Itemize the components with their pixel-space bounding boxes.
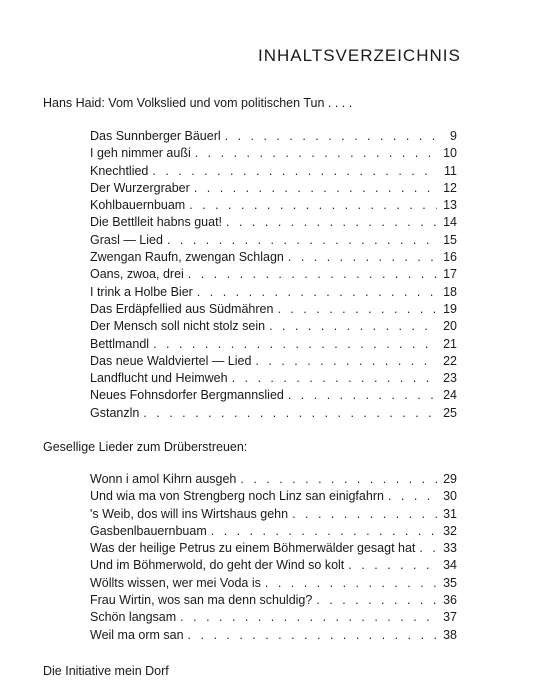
entry-title: I geh nimmer außi xyxy=(90,146,191,161)
toc-entry xyxy=(90,575,457,592)
dot-leader xyxy=(288,387,437,404)
entry-page-number: 35 xyxy=(443,575,457,590)
toc-entry xyxy=(90,145,457,162)
toc-entry xyxy=(90,214,457,231)
toc-entry xyxy=(90,180,457,197)
entry-page-number: 16 xyxy=(443,250,457,265)
entry-title: Die Bettlleit habns guat! xyxy=(90,215,223,230)
dot-leader xyxy=(195,145,437,162)
dot-leader xyxy=(240,471,437,488)
entry-page-number: 33 xyxy=(443,541,457,556)
entry-page-number: 17 xyxy=(443,267,457,282)
dot-leader xyxy=(197,284,437,301)
dot-leader xyxy=(225,128,437,145)
dot-leader xyxy=(188,266,437,283)
dot-leader xyxy=(348,557,437,574)
dot-leader xyxy=(265,575,437,592)
entry-title: Weil ma orm san xyxy=(90,627,184,642)
toc-entry xyxy=(90,488,457,505)
dot-leader xyxy=(180,609,437,626)
entry-page-number: 37 xyxy=(443,610,457,625)
entry-title: Das Sunnberger Bäuerl xyxy=(90,129,221,143)
entry-title: Das neue Waldviertel — Lied xyxy=(90,353,252,368)
toc-entry xyxy=(90,405,457,422)
entry-title: Der Wurzergraber xyxy=(90,180,190,195)
entry-title: Frau Wirtin, wos san ma denn schuldig? xyxy=(90,593,313,608)
entry-page-number: 18 xyxy=(443,284,457,299)
entry-page-number: 32 xyxy=(443,523,457,538)
toc-entry xyxy=(90,627,457,644)
entry-title: I trink a Holbe Bier xyxy=(90,284,193,299)
toc-list-haid xyxy=(90,128,457,422)
entry-page-number: 34 xyxy=(443,558,457,573)
entry-title: Neues Fohnsdorfer Bergmannslied xyxy=(90,388,284,403)
entry-title: Und im Böhmerwold, do geht der Wind so kolt xyxy=(90,558,345,573)
dot-leader xyxy=(292,506,437,523)
dot-leader xyxy=(288,249,437,266)
dot-leader xyxy=(419,540,437,557)
entry-title: Landflucht und Heimweh xyxy=(90,371,228,386)
entry-title: Grasl — Lied xyxy=(90,232,163,247)
toc-entry xyxy=(90,353,457,370)
entry-page-number: 19 xyxy=(443,301,457,316)
entry-page-number: 36 xyxy=(443,593,457,608)
entry-page-number: 20 xyxy=(443,319,457,334)
entry-page-number: 21 xyxy=(443,336,457,351)
entry-page-number: 30 xyxy=(443,489,457,504)
entry-title: Wöllts wissen, wer mei Voda is xyxy=(90,575,261,590)
entry-title: Gasbenlbauernbuam xyxy=(90,523,207,538)
entry-page-number: 9 xyxy=(450,129,457,143)
entry-page-number: 12 xyxy=(443,180,457,195)
entry-title: Zwengan Raufn, zwengan Schlagn xyxy=(90,250,284,265)
page-title: INHALTSVERZEICHNIS xyxy=(258,46,461,66)
entry-title: Kohlbauernbuam xyxy=(90,198,186,213)
entry-title: Wonn i amol Kihrn ausgeh xyxy=(90,472,237,486)
entry-page-number: 31 xyxy=(443,506,457,521)
toc-entry xyxy=(90,471,457,488)
entry-page-number: 22 xyxy=(443,353,457,368)
dot-leader xyxy=(188,627,437,644)
entry-page-number: 10 xyxy=(443,146,457,161)
entry-title: Gstanzln xyxy=(90,405,140,420)
entry-page-number: 11 xyxy=(444,163,457,178)
dot-leader xyxy=(194,180,437,197)
entry-page-number: 14 xyxy=(443,215,457,230)
entry-title: Oans, zwoa, drei xyxy=(90,267,184,282)
dot-leader xyxy=(153,336,437,353)
entry-title: Knechtlied xyxy=(90,163,149,178)
entry-page-number: 29 xyxy=(443,472,457,486)
entry-title: Bettlmandl xyxy=(90,336,150,351)
toc-entry xyxy=(90,301,457,318)
toc-entry xyxy=(90,318,457,335)
toc-entry xyxy=(90,284,457,301)
dot-leader xyxy=(232,370,437,387)
toc-entry xyxy=(90,506,457,523)
toc-entry xyxy=(90,370,457,387)
dot-leader xyxy=(269,318,437,335)
dot-leader xyxy=(277,301,437,318)
dot-leader xyxy=(211,523,437,540)
entry-title: Was der heilige Petrus zu einem Böhmerwälder gesagt hat xyxy=(90,541,416,556)
entry-title: Schön langsam xyxy=(90,610,177,625)
entry-page-number: 13 xyxy=(443,198,457,213)
entry-title: Das Erdäpfellied aus Südmähren xyxy=(90,301,274,316)
toc-entry xyxy=(90,557,457,574)
toc-entry xyxy=(90,197,457,214)
section-heading-haid: Hans Haid: Vom Volkslied und vom politischen Tun . . . . xyxy=(43,96,353,110)
dot-leader xyxy=(143,405,437,422)
section-heading-initiative: Die Initiative mein Dorf xyxy=(43,664,169,678)
dot-leader xyxy=(152,163,437,180)
toc-entry xyxy=(90,336,457,353)
toc-entry xyxy=(90,592,457,609)
entry-title: Der Mensch soll nicht stolz sein xyxy=(90,319,266,334)
entry-page-number: 24 xyxy=(443,388,457,403)
entry-page-number: 23 xyxy=(443,371,457,386)
toc-entry xyxy=(90,523,457,540)
dot-leader xyxy=(226,214,437,231)
dot-leader xyxy=(316,592,437,609)
toc-entry xyxy=(90,128,457,145)
toc-entry xyxy=(90,266,457,283)
toc-entry xyxy=(90,387,457,404)
dot-leader xyxy=(255,353,437,370)
dot-leader xyxy=(167,232,437,249)
toc-entry xyxy=(90,609,457,626)
toc-list-gesellige xyxy=(90,471,457,644)
toc-entry xyxy=(90,232,457,249)
toc-entry xyxy=(90,540,457,557)
toc-entry xyxy=(90,249,457,266)
entry-page-number: 15 xyxy=(443,232,457,247)
section-heading-gesellige: Gesellige Lieder zum Drüberstreuen: xyxy=(43,440,248,454)
dot-leader xyxy=(189,197,437,214)
entry-title: Und wia ma von Strengberg noch Linz san einigfahrn xyxy=(90,489,384,504)
entry-title: 's Weib, dos will ins Wirtshaus gehn xyxy=(90,506,289,521)
entry-page-number: 38 xyxy=(443,627,457,642)
entry-page-number: 25 xyxy=(443,405,457,420)
toc-entry xyxy=(90,163,457,180)
dot-leader xyxy=(388,488,437,505)
